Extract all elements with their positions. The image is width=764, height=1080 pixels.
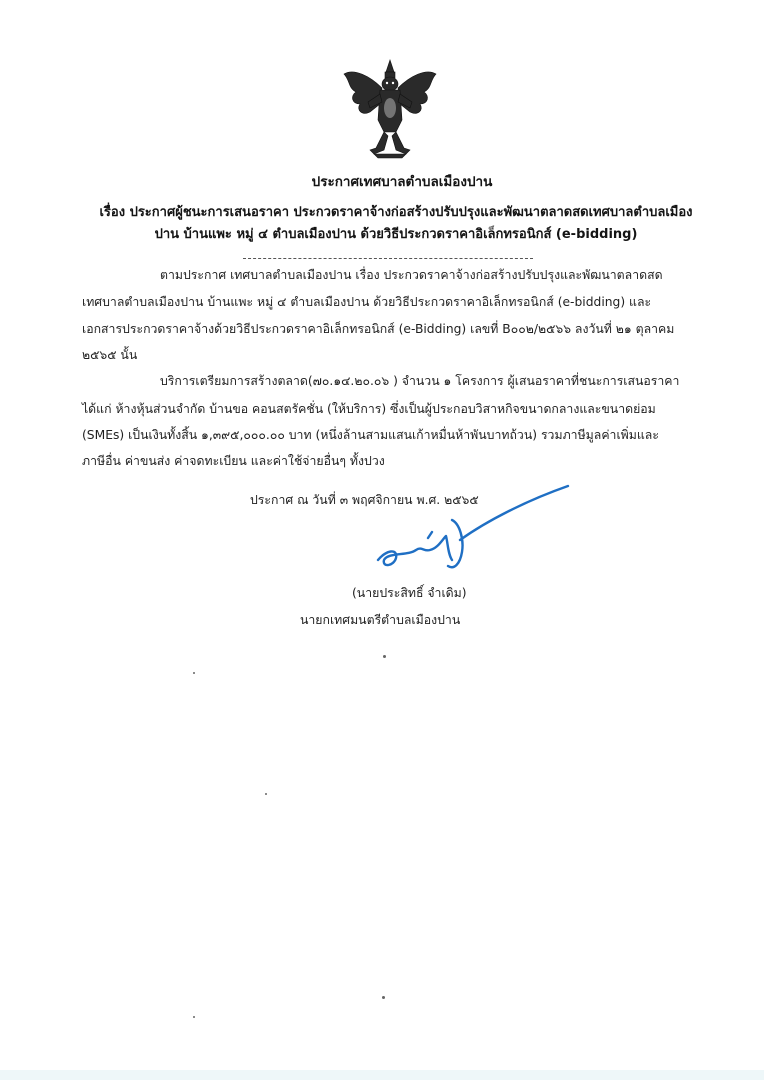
announcement-date: ประกาศ ณ วันที่ ๓ พฤศจิกายน พ.ศ. ๒๕๖๕ [250, 493, 479, 507]
scan-speck [265, 793, 267, 795]
signer-name: (นายประสิทธิ์ จำเดิม) [352, 586, 467, 600]
announcement-title: ประกาศเทศบาลตำบลเมืองปาน [311, 174, 493, 190]
paragraph-2-line-2: ได้แก่ ห้างหุ้นส่วนจำกัด บ้านขอ คอนสตรัคชั่น (ให้บริการ) ซึ่งเป็นผู้ประกอบวิสาหกิจขนาดกลางและขนาดย่อม [82, 402, 656, 416]
signer-position: นายกเทศมนตรีตำบลเมืองปาน [300, 613, 461, 627]
paragraph-1-line-4: ๒๕๖๕ นั้น [82, 348, 138, 362]
paragraph-1-line-3: เอกสารประกวดราคาจ้างด้วยวิธีประกวดราคาอิเล็กทรอนิกส์ (e-Bidding) เลขที่ B๐๐๒/๒๕๖๖ ลงวันที่ ๒๑ ตุลาคม [82, 322, 675, 336]
page-bottom-edge [0, 1070, 764, 1080]
title-divider [243, 258, 533, 259]
subject-line-1: เรื่อง ประกาศผู้ชนะการเสนอราคา ประกวดราคาจ้างก่อสร้างปรับปรุงและพัฒนาตลาดสดเทศบาลตำบลเมือง [99, 205, 693, 220]
paragraph-2-line-1: บริการเตรียมการสร้างตลาด(๗๐.๑๔.๒๐.๐๖ ) จำนวน ๑ โครงการ ผู้เสนอราคาที่ชนะการเสนอราคา [160, 374, 680, 388]
subject-line-2: ปาน บ้านแพะ หมู่ ๔ ตำบลเมืองปาน ด้วยวิธีประกวดราคาอิเล็กทรอนิกส์ (e-bidding) [154, 227, 638, 242]
paragraph-1-line-1: ตามประกาศ เทศบาลตำบลเมืองปาน เรื่อง ประกวดราคาจ้างก่อสร้างปรับปรุงและพัฒนาตลาดสด [160, 268, 663, 282]
handwritten-signature [368, 480, 578, 580]
paragraph-1-line-2: เทศบาลตำบลเมืองปาน บ้านแพะ หมู่ ๔ ตำบลเมืองปาน ด้วยวิธีประกวดราคาอิเล็กทรอนิกส์ (e-bidding) และ [82, 295, 652, 309]
garuda-emblem-icon [340, 58, 440, 160]
scan-speck [382, 996, 385, 999]
paragraph-2-line-3: (SMEs) เป็นเงินทั้งสิ้น ๑,๓๙๕,๐๐๐.๐๐ บาท (หนึ่งล้านสามแสนเก้าหมื่นห้าพันบาทถ้วน) รวมภาษีมูลค่าเพิ่มและ [82, 428, 659, 442]
scan-speck [383, 655, 386, 658]
paragraph-2-line-4: ภาษีอื่น ค่าขนส่ง ค่าจดทะเบียน และค่าใช้จ่ายอื่นๆ ทั้งปวง [82, 454, 385, 468]
scan-speck [193, 1016, 195, 1018]
scan-speck [193, 672, 195, 674]
